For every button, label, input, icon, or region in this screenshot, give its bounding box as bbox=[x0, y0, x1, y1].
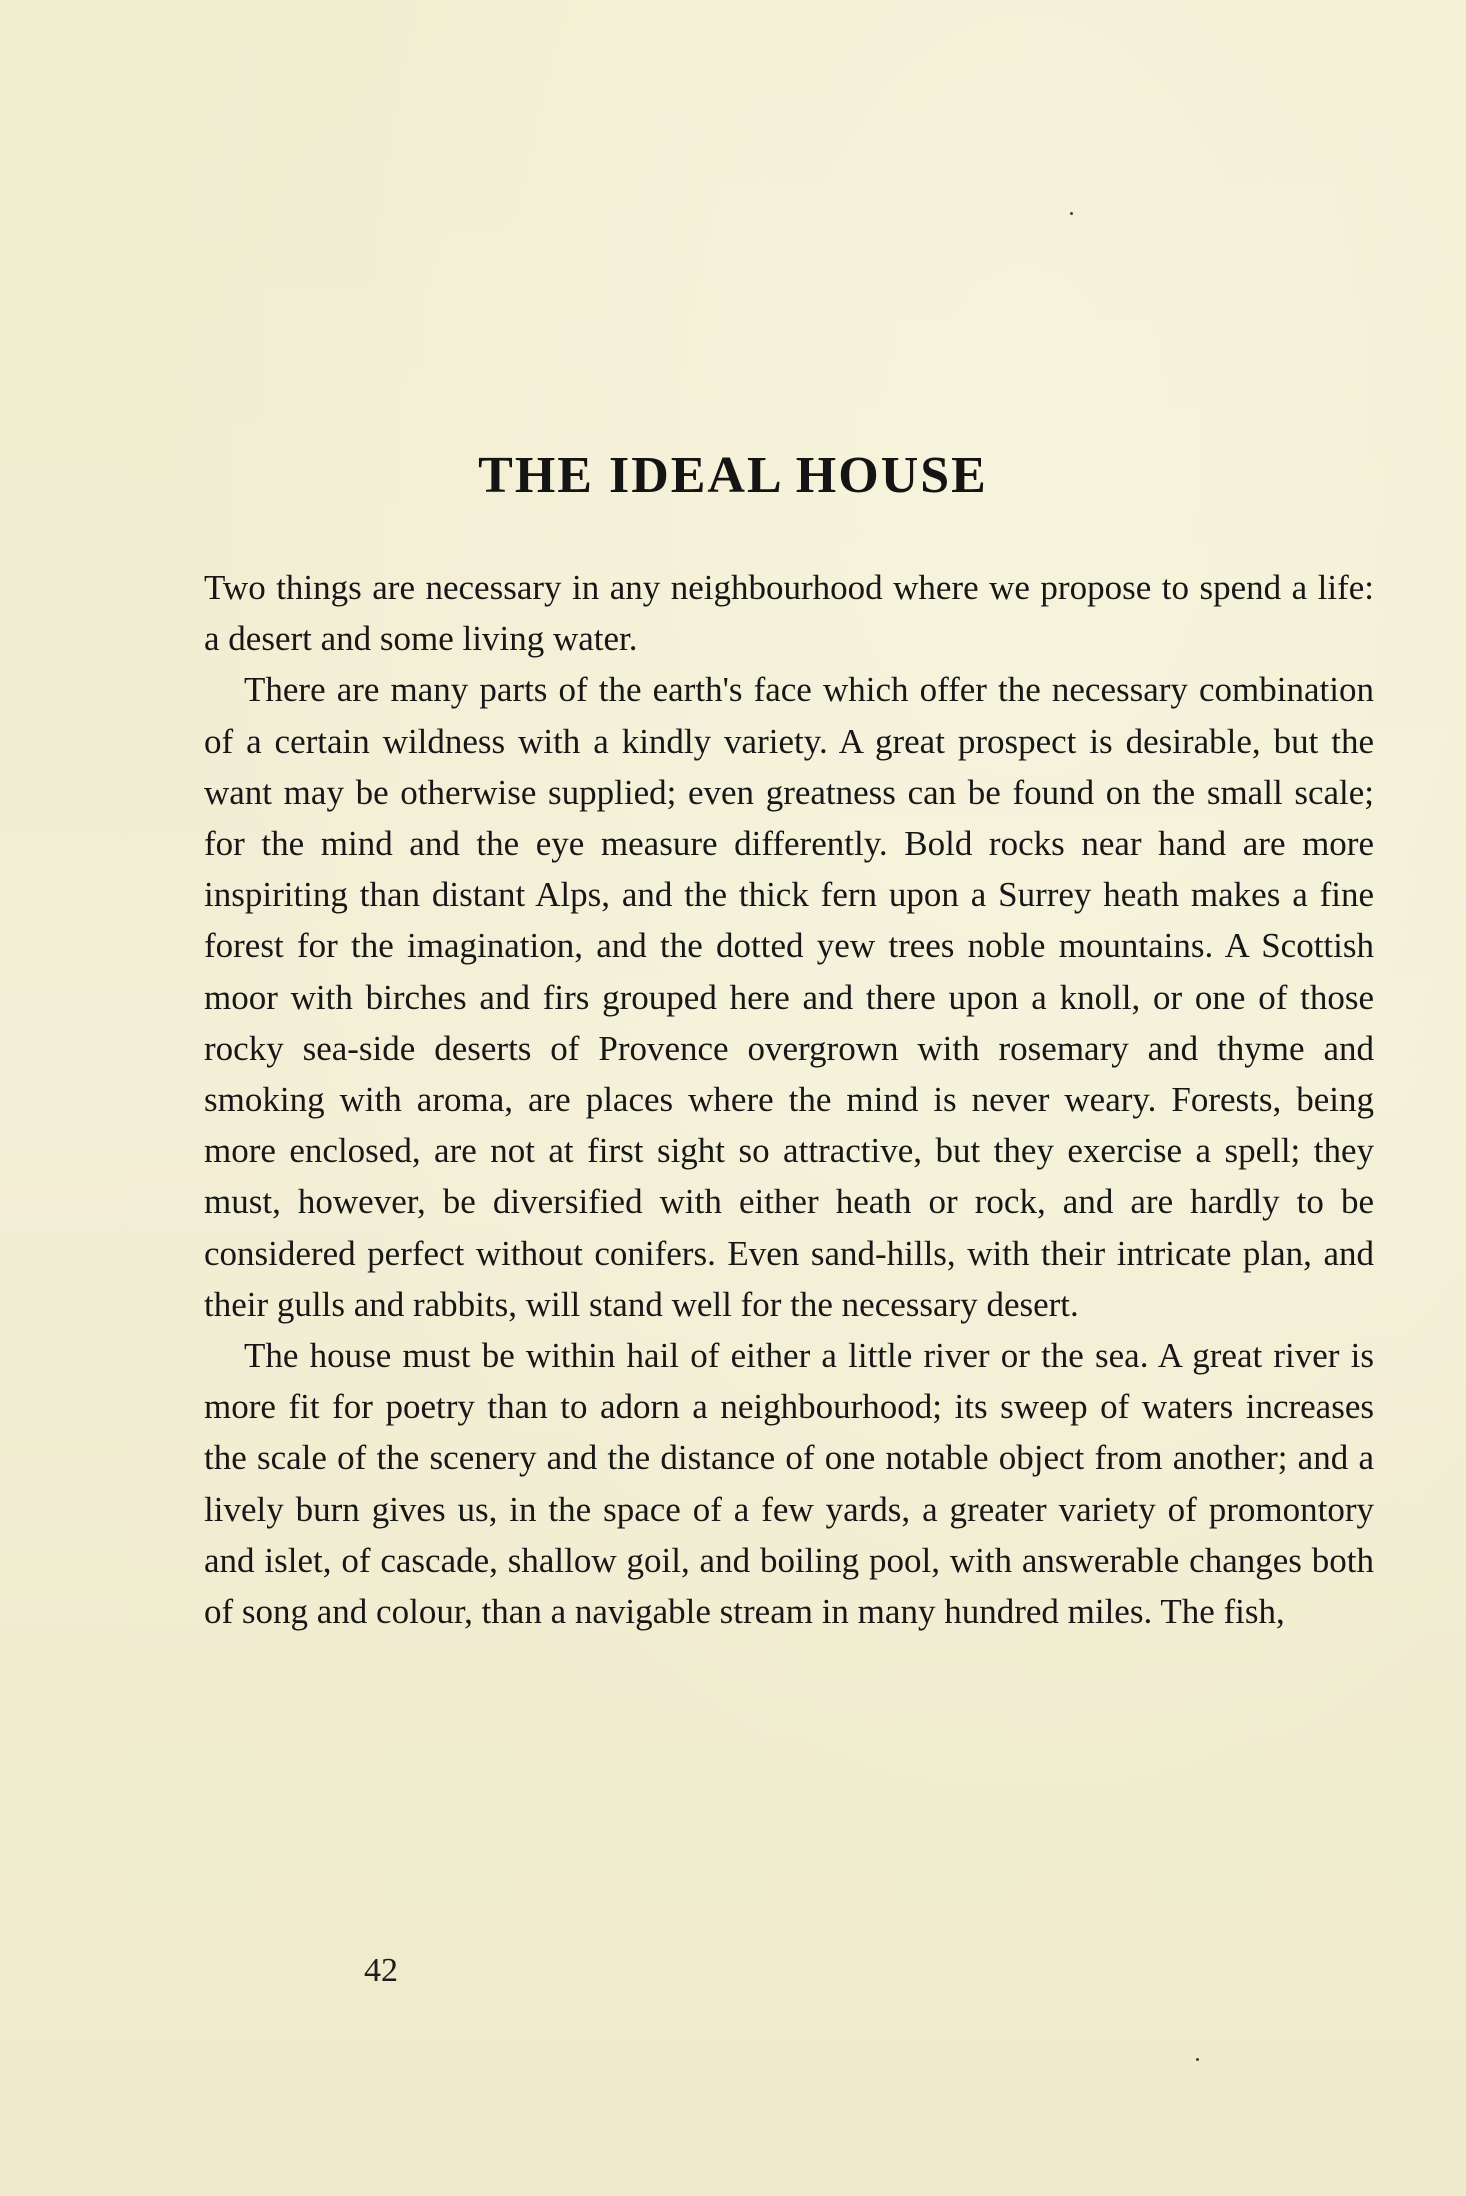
page-number: 42 bbox=[364, 1952, 398, 1989]
paragraph-3: The house must be within hail of either a little river or the sea. A great river is more fit for poetry than to adorn a neighbourhood; its sweep of waters increases the scale of the scenery and the distance of one notable object from another; and a lively burn gives us, in the space of a few yards, a greater variety of promontory and islet, of cascade, shallow goil, and boiling pool, with answerable changes both of song and colour, than a navigable stream in many hundred miles. The fish, bbox=[204, 1336, 1374, 1632]
body-text bbox=[204, 562, 1374, 1637]
paper-speck bbox=[1070, 212, 1073, 215]
paragraph-1: Two things are necessary in any neighbourhood where we propose to spend a life: a desert and some living water. bbox=[204, 568, 1374, 659]
show-through-text bbox=[480, 80, 1420, 580]
chapter-title: THE IDEAL HOUSE bbox=[478, 447, 988, 504]
paper-speck bbox=[1196, 2058, 1199, 2061]
paragraph-2: There are many parts of the earth's face which offer the necessary combination of a certain wildness with a kindly variety. A great prospect is desirable, but the want may be otherwise supplied; even greatness can be found on the small scale; for the mind and the eye measure differently. Bold rocks near hand are more inspiriting than distant Alps, and the thick fern upon a Surrey heath makes a fine forest for the imagination, and the dotted yew trees noble mountains. A Scottish moor with birches and firs grouped here and there upon a knoll, or one of those rocky sea-side deserts of Provence overgrown with rosemary and thyme and smoking with aroma, are places where the mind is never weary. Forests, being more enclosed, are not at first sight so attractive, but they exercise a spell; they must, however, be diversified with either heath or rock, and are hardly to be considered perfect without conifers. Even sand-hills, with their intricate plan, and their gulls and rabbits, will stand well for the necessary desert. bbox=[204, 670, 1374, 1324]
